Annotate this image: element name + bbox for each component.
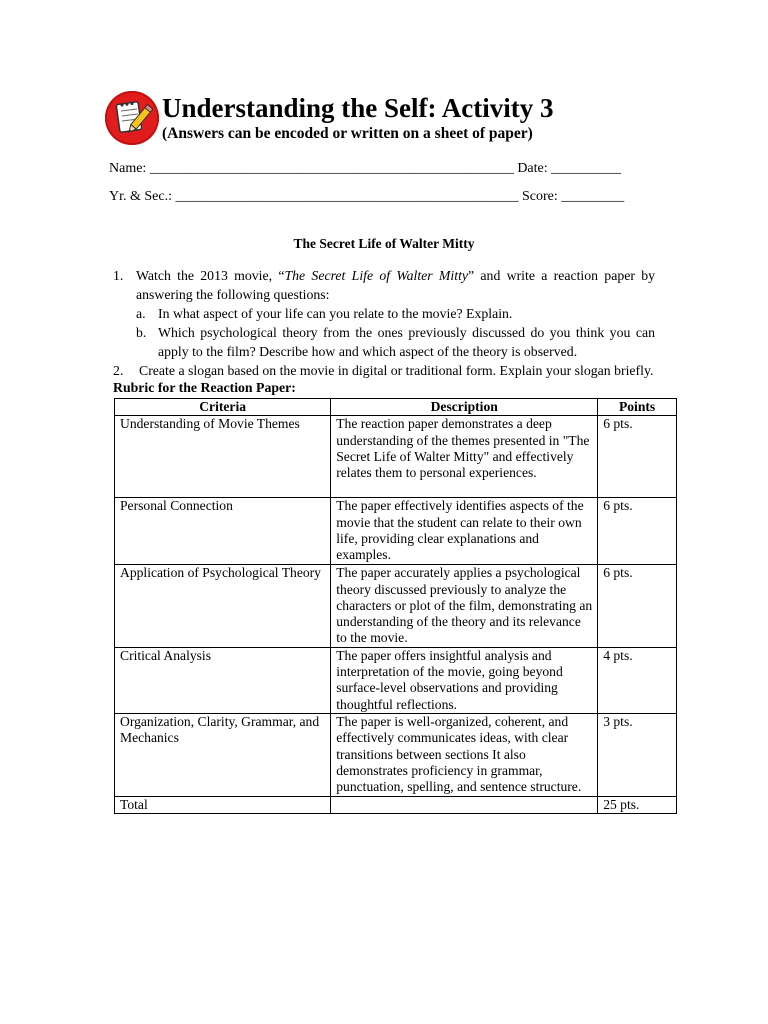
table-total-row	[115, 796, 677, 813]
points-cell: 25 pts.	[598, 796, 677, 813]
description-cell: The reaction paper demonstrates a deep understanding of the themes presented in "The Secret Life of Walter Mitty" and effectively relates them to personal experiences.	[331, 416, 598, 498]
movie-title: The Secret Life of Walter Mitty	[284, 268, 469, 283]
question-b-line-2: apply to the film? Describe how and which aspect of the theory is observed.	[158, 344, 578, 359]
description-cell: The paper is well-organized, coherent, and effectively communicates ideas, with clear transitions between sections It also demonstrates proficiency in grammar, punctuation, spelling, and sentence structure.	[331, 713, 598, 796]
criteria-cell: Application of Psychological Theory	[115, 565, 331, 647]
question-1-line-2: answering the following questions:	[136, 287, 330, 302]
points-cell: 6 pts.	[598, 498, 677, 565]
rubric-title: Rubric for the Reaction Paper:	[113, 380, 296, 395]
table-row	[115, 416, 677, 498]
table-header-row	[115, 399, 677, 416]
header-points: Points	[598, 399, 677, 416]
question-2-text: Create a slogan based on the movie in digital or traditional form. Explain your slogan briefly.	[139, 363, 654, 378]
header-criteria: Criteria	[115, 399, 331, 416]
description-cell	[331, 796, 598, 813]
yr-sec-score-line: Yr. & Sec.: _________________________________________________ Score: _________	[109, 189, 625, 204]
question-b-line-1: Which psychological theory from the ones previously discussed do you think you can	[158, 325, 655, 340]
criteria-cell: Understanding of Movie Themes	[115, 416, 331, 498]
table-row	[115, 647, 677, 713]
criteria-cell: Critical Analysis	[115, 647, 331, 713]
question-b-letter: b.	[136, 325, 147, 340]
points-cell: 6 pts.	[598, 416, 677, 498]
page-title: Understanding the Self: Activity 3	[162, 93, 554, 123]
question-1-number: 1.	[113, 268, 124, 283]
description-cell: The paper offers insightful analysis and interpretation of the movie, going beyond surface-level observations and providing thoughtful reflections.	[331, 647, 598, 713]
points-cell: 4 pts.	[598, 647, 677, 713]
table-row	[115, 565, 677, 647]
page-subtitle: (Answers can be encoded or written on a sheet of paper)	[162, 125, 533, 142]
points-cell: 6 pts.	[598, 565, 677, 647]
header-description: Description	[331, 399, 598, 416]
criteria-cell: Organization, Clarity, Grammar, and Mechanics	[115, 713, 331, 796]
question-a-text: In what aspect of your life can you relate to the movie? Explain.	[158, 306, 513, 321]
description-cell: The paper effectively identifies aspects of the movie that the student can relate to their own life, providing clear explanations and examples.	[331, 498, 598, 565]
name-date-line: Name: ____________________________________________________ Date: __________	[109, 161, 622, 176]
question-1-text-pre: Watch the 2013 movie, “	[136, 268, 285, 283]
criteria-cell: Total	[115, 796, 331, 813]
question-1-text-post: ” and write a reaction paper by	[468, 268, 656, 283]
table-row	[115, 498, 677, 565]
question-1-line-1	[136, 266, 655, 285]
rubric-table	[114, 398, 677, 814]
section-title: The Secret Life of Walter Mitty	[293, 236, 475, 251]
notepad-pencil-icon	[105, 91, 159, 145]
criteria-cell: Personal Connection	[115, 498, 331, 565]
description-cell: The paper accurately applies a psychological theory discussed previously to analyze the characters or plot of the film, demonstrating an understanding of the theory and its relevance to the movie.	[331, 565, 598, 647]
table-row	[115, 713, 677, 796]
question-a-letter: a.	[136, 306, 146, 321]
question-2-number: 2.	[113, 363, 124, 378]
points-cell: 3 pts.	[598, 713, 677, 796]
